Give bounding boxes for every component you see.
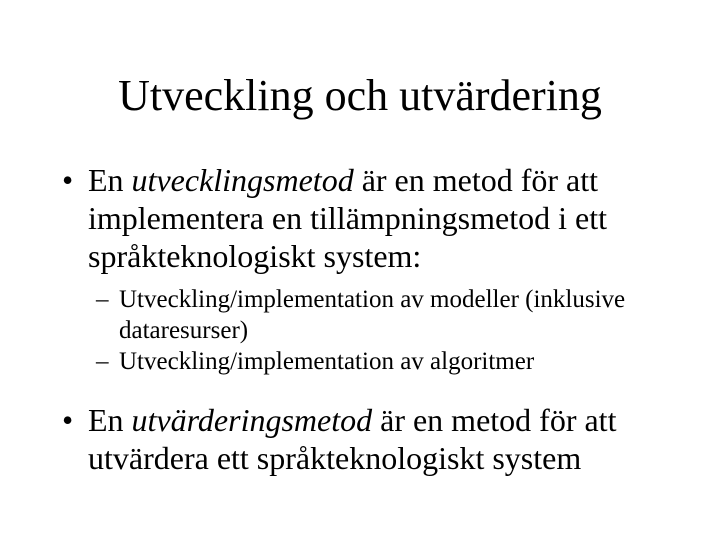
sub-bullet-text: Utveckling/implementation av algoritmer [119, 348, 535, 375]
bullet-emphasis: utvecklingsmetod [131, 162, 354, 198]
sub-bullet-item [0, 346, 680, 377]
bullet-suffix: är en metod för att implementera en tillämpningsmetod i ett språkteknologiskt system: [88, 162, 607, 274]
bullet-suffix: är en metod för att utvärdera ett språkteknologiskt system [88, 402, 617, 476]
bullet-marker: • [62, 402, 74, 438]
sub-bullet-marker: – [96, 286, 109, 313]
sub-bullet-marker: – [96, 348, 109, 375]
sub-bullet-item [0, 284, 680, 346]
bullet-prefix: En [88, 162, 132, 198]
sub-bullet-text: Utveckling/implementation av modeller (inklusive dataresurser) [119, 286, 626, 344]
bullet-prefix: En [88, 402, 132, 438]
bullet-text [88, 161, 668, 275]
bullet-emphasis: utvärderingsmetod [131, 402, 373, 438]
sub-bullet-list [0, 284, 680, 377]
bullet-text [88, 401, 668, 477]
slide-title: Utveckling och utvärdering [118, 71, 602, 120]
bullet-marker: • [62, 162, 74, 198]
